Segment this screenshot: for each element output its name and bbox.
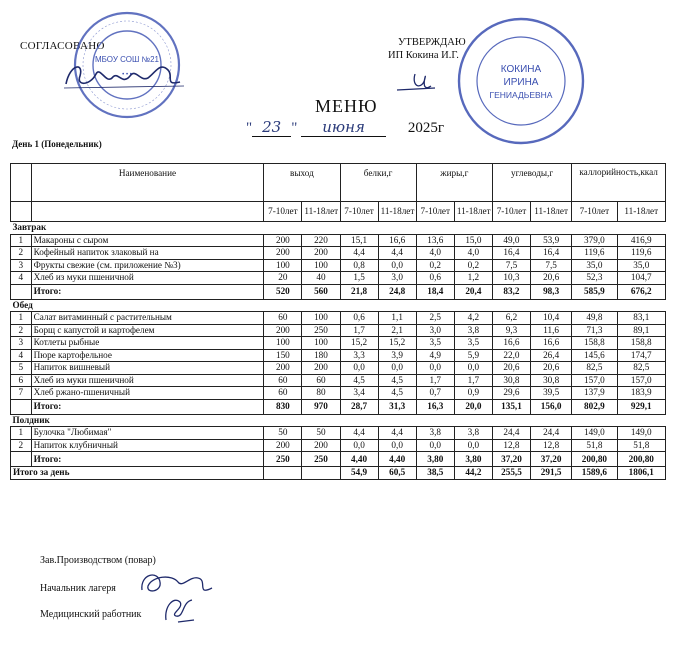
value-cell: 51,8	[572, 439, 617, 452]
value-cell: 35,0	[572, 259, 617, 272]
value-cell: 4,5	[378, 387, 416, 400]
dish-name: Хлеб из муки пшеничной	[31, 272, 264, 285]
total-value-cell: 802,9	[572, 399, 617, 414]
value-cell: 24,4	[531, 427, 572, 440]
value-cell: 157,0	[572, 374, 617, 387]
total-value-cell: 250	[302, 452, 340, 467]
value-cell: 4,0	[454, 247, 492, 260]
value-cell: 3,0	[378, 272, 416, 285]
value-cell: 49,8	[572, 312, 617, 325]
subheader-cell: 7-10лет	[340, 202, 378, 222]
total-value-cell: 83,2	[492, 284, 530, 299]
medic-signature-line: Медицинский работник	[40, 609, 142, 620]
value-cell: 82,5	[617, 362, 665, 375]
date-quote-close: "	[291, 120, 298, 136]
value-cell: 3,0	[416, 324, 454, 337]
row-index: 4	[11, 272, 32, 285]
meal-section-title: Полдник	[11, 414, 666, 427]
value-cell: 80	[302, 387, 340, 400]
dish-name: Булочка "Любимая"	[31, 427, 264, 440]
total-label: Итого:	[31, 399, 264, 414]
value-cell: 157,0	[617, 374, 665, 387]
date-day: 23	[252, 118, 291, 137]
dish-name: Хлеб ржано-пшеничный	[31, 387, 264, 400]
value-cell: 4,5	[378, 374, 416, 387]
total-value-cell: 585,9	[572, 284, 617, 299]
value-cell: 100	[264, 337, 302, 350]
grand-total-label: Итого за день	[11, 467, 264, 480]
agreed-signature	[60, 56, 190, 96]
value-cell: 200	[302, 362, 340, 375]
table-row	[11, 272, 666, 285]
approved-label: УТВЕРЖДАЮ	[398, 37, 466, 48]
meal-section-row	[11, 222, 666, 235]
value-cell: 29,6	[492, 387, 530, 400]
value-cell: 1,7	[340, 324, 378, 337]
section-total-row	[11, 452, 666, 467]
meal-section-title: Завтрак	[11, 222, 666, 235]
value-cell: 0,7	[416, 387, 454, 400]
value-cell: 158,8	[572, 337, 617, 350]
value-cell: 52,3	[572, 272, 617, 285]
subheader-cell: 7-10лет	[492, 202, 530, 222]
value-cell: 51,8	[617, 439, 665, 452]
value-cell: 35,0	[617, 259, 665, 272]
total-value-cell: 4,40	[340, 452, 378, 467]
subheader-cell: 11-18лет	[302, 202, 340, 222]
value-cell: 50	[302, 427, 340, 440]
total-value-cell: 3,80	[416, 452, 454, 467]
value-cell: 4,5	[340, 374, 378, 387]
value-cell: 49,0	[492, 234, 530, 247]
dish-name: Макароны с сыром	[31, 234, 264, 247]
header-index	[11, 164, 32, 202]
svg-text:ГЕНИАДЬЕВНА: ГЕНИАДЬЕВНА	[489, 90, 553, 100]
table-row	[11, 324, 666, 337]
value-cell: 4,0	[416, 247, 454, 260]
value-cell: 20,6	[531, 272, 572, 285]
table-row	[11, 247, 666, 260]
value-cell: 0,2	[416, 259, 454, 272]
grand-total-row	[11, 467, 666, 480]
value-cell: 60	[264, 374, 302, 387]
date-year: 2025г	[407, 120, 444, 136]
dish-name: Салат витаминный с растительным	[31, 312, 264, 325]
total-value-cell: 250	[264, 452, 302, 467]
value-cell: 200	[264, 247, 302, 260]
table-row	[11, 387, 666, 400]
row-index: 2	[11, 247, 32, 260]
value-cell: 145,6	[572, 349, 617, 362]
total-value-cell: 560	[302, 284, 340, 299]
value-cell: 200	[264, 234, 302, 247]
value-cell: 250	[302, 324, 340, 337]
value-cell: 0,2	[454, 259, 492, 272]
total-value-cell: 676,2	[617, 284, 665, 299]
value-cell: 0,6	[340, 312, 378, 325]
value-cell: 2,1	[378, 324, 416, 337]
menu-table	[10, 163, 666, 480]
entrepreneur-stamp	[456, 16, 586, 146]
value-cell: 2,5	[416, 312, 454, 325]
subheader-cell: 7-10лет	[264, 202, 302, 222]
value-cell: 1,7	[416, 374, 454, 387]
dish-name: Борщ с капустой и картофелем	[31, 324, 264, 337]
total-index	[11, 399, 32, 414]
value-cell: 3,8	[454, 324, 492, 337]
value-cell: 15,2	[378, 337, 416, 350]
value-cell: 150	[264, 349, 302, 362]
table-row	[11, 259, 666, 272]
total-value-cell: 24,8	[378, 284, 416, 299]
grand-total-value: 291,5	[531, 467, 572, 480]
total-value-cell: 200,80	[617, 452, 665, 467]
row-index: 1	[11, 234, 32, 247]
value-cell: 0,8	[340, 259, 378, 272]
value-cell: 3,8	[416, 427, 454, 440]
value-cell: 100	[302, 312, 340, 325]
value-cell: 3,9	[378, 349, 416, 362]
value-cell: 60	[264, 312, 302, 325]
header-proteins: белки,г	[340, 164, 416, 202]
total-value-cell: 156,0	[531, 399, 572, 414]
table-row	[11, 439, 666, 452]
svg-text:• • •: • • •	[122, 72, 132, 78]
value-cell: 0,0	[454, 362, 492, 375]
dish-name: Кофейный напиток злаковый на	[31, 247, 264, 260]
value-cell: 30,8	[492, 374, 530, 387]
total-value-cell: 37,20	[531, 452, 572, 467]
grand-total-value: 1589,6	[572, 467, 617, 480]
value-cell: 3,5	[454, 337, 492, 350]
header-name: Наименование	[31, 164, 264, 202]
value-cell: 15,0	[454, 234, 492, 247]
total-value-cell: 520	[264, 284, 302, 299]
value-cell: 119,6	[572, 247, 617, 260]
value-cell: 89,1	[617, 324, 665, 337]
grand-total-value: 54,9	[340, 467, 378, 480]
total-value-cell: 970	[302, 399, 340, 414]
value-cell: 0,0	[378, 362, 416, 375]
total-value-cell: 3,80	[454, 452, 492, 467]
value-cell: 1,2	[454, 272, 492, 285]
approver-name: ИП Кокина И.Г.	[388, 50, 459, 61]
value-cell: 1,1	[378, 312, 416, 325]
value-cell: 0,0	[454, 439, 492, 452]
meal-section-row	[11, 414, 666, 427]
value-cell: 39,5	[531, 387, 572, 400]
subheader-cell: 7-10лет	[416, 202, 454, 222]
value-cell: 26,4	[531, 349, 572, 362]
agreed-label: СОГЛАСОВАНО	[20, 40, 105, 52]
row-index: 6	[11, 374, 32, 387]
value-cell: 30,8	[531, 374, 572, 387]
value-cell: 149,0	[617, 427, 665, 440]
header-carbs: углеводы,г	[492, 164, 571, 202]
row-index: 3	[11, 337, 32, 350]
value-cell: 3,3	[340, 349, 378, 362]
table-header-row	[11, 164, 666, 202]
subheader-cell: 11-18лет	[378, 202, 416, 222]
value-cell: 104,7	[617, 272, 665, 285]
camp-head-signature-line: Начальник лагеря	[40, 583, 116, 594]
value-cell: 4,2	[454, 312, 492, 325]
total-label: Итого:	[31, 452, 264, 467]
grand-total-value: 255,5	[492, 467, 530, 480]
value-cell: 12,8	[531, 439, 572, 452]
table-row	[11, 374, 666, 387]
value-cell: 11,6	[531, 324, 572, 337]
value-cell: 13,6	[416, 234, 454, 247]
grand-total-value: 1806,1	[617, 467, 665, 480]
total-value-cell: 98,3	[531, 284, 572, 299]
svg-text:МБОУ СОШ №21: МБОУ СОШ №21	[94, 55, 160, 64]
value-cell: 22,0	[492, 349, 530, 362]
table-row	[11, 362, 666, 375]
total-value-cell: 830	[264, 399, 302, 414]
value-cell: 20,6	[531, 362, 572, 375]
value-cell: 0,9	[454, 387, 492, 400]
value-cell: 4,4	[378, 247, 416, 260]
value-cell: 3,8	[454, 427, 492, 440]
subheader-cell: 11-18лет	[531, 202, 572, 222]
value-cell: 220	[302, 234, 340, 247]
date-quote-open: "	[246, 120, 253, 136]
grand-total-value	[264, 467, 302, 480]
row-index: 2	[11, 439, 32, 452]
value-cell: 0,0	[378, 259, 416, 272]
value-cell: 7,5	[531, 259, 572, 272]
value-cell: 40	[302, 272, 340, 285]
table-subheader-row	[11, 202, 666, 222]
value-cell: 119,6	[617, 247, 665, 260]
total-value-cell: 31,3	[378, 399, 416, 414]
value-cell: 4,4	[378, 427, 416, 440]
subheader-cell: 11-18лет	[617, 202, 665, 222]
total-index	[11, 452, 32, 467]
value-cell: 158,8	[617, 337, 665, 350]
subheader-cell: 7-10лет	[572, 202, 617, 222]
value-cell: 416,9	[617, 234, 665, 247]
menu-date	[246, 118, 444, 137]
value-cell: 4,4	[340, 427, 378, 440]
value-cell: 0,0	[378, 439, 416, 452]
value-cell: 200	[264, 324, 302, 337]
value-cell: 16,4	[531, 247, 572, 260]
value-cell: 149,0	[572, 427, 617, 440]
total-value-cell: 135,1	[492, 399, 530, 414]
value-cell: 100	[264, 259, 302, 272]
dish-name: Напиток клубничный	[31, 439, 264, 452]
date-month: июня	[301, 118, 386, 137]
value-cell: 4,4	[340, 247, 378, 260]
value-cell: 0,0	[340, 362, 378, 375]
table-row	[11, 337, 666, 350]
value-cell: 0,0	[416, 362, 454, 375]
svg-text:ИРИНА: ИРИНА	[503, 77, 539, 88]
value-cell: 15,2	[340, 337, 378, 350]
svg-text:КОКИНА: КОКИНА	[500, 64, 542, 75]
value-cell: 100	[302, 259, 340, 272]
page-title: МЕНЮ	[315, 96, 378, 116]
grand-total-value: 38,5	[416, 467, 454, 480]
value-cell: 9,3	[492, 324, 530, 337]
header-output: выход	[264, 164, 340, 202]
value-cell: 174,7	[617, 349, 665, 362]
total-index	[11, 284, 32, 299]
medic-signature	[160, 592, 200, 626]
value-cell: 183,9	[617, 387, 665, 400]
row-index: 5	[11, 362, 32, 375]
total-value-cell: 21,8	[340, 284, 378, 299]
total-value-cell: 929,1	[617, 399, 665, 414]
value-cell: 4,9	[416, 349, 454, 362]
meal-section-row	[11, 299, 666, 312]
value-cell: 16,6	[531, 337, 572, 350]
grand-total-value: 60,5	[378, 467, 416, 480]
value-cell: 12,8	[492, 439, 530, 452]
value-cell: 200	[264, 439, 302, 452]
approval-block	[388, 36, 466, 62]
value-cell: 200	[302, 439, 340, 452]
value-cell: 60	[264, 387, 302, 400]
cook-signature-line: Зав.Производством (повар)	[40, 555, 156, 566]
section-total-row	[11, 399, 666, 414]
value-cell: 200	[302, 247, 340, 260]
total-value-cell: 18,4	[416, 284, 454, 299]
dish-name: Напиток вишневый	[31, 362, 264, 375]
subheader-cell: 11-18лет	[454, 202, 492, 222]
total-label: Итого:	[31, 284, 264, 299]
approver-signature	[395, 68, 455, 98]
value-cell: 50	[264, 427, 302, 440]
total-value-cell: 16,3	[416, 399, 454, 414]
value-cell: 20,6	[492, 362, 530, 375]
value-cell: 16,6	[492, 337, 530, 350]
dish-name: Пюре картофельное	[31, 349, 264, 362]
value-cell: 60	[302, 374, 340, 387]
value-cell: 6,2	[492, 312, 530, 325]
table-row	[11, 427, 666, 440]
row-index: 1	[11, 312, 32, 325]
grand-total-value: 44,2	[454, 467, 492, 480]
meal-section-title: Обед	[11, 299, 666, 312]
value-cell: 0,6	[416, 272, 454, 285]
row-index: 7	[11, 387, 32, 400]
value-cell: 71,3	[572, 324, 617, 337]
value-cell: 200	[264, 362, 302, 375]
value-cell: 15,1	[340, 234, 378, 247]
total-value-cell: 4,40	[378, 452, 416, 467]
header-calories: каллорийность,ккал	[572, 164, 666, 202]
row-index: 2	[11, 324, 32, 337]
total-value-cell: 37,20	[492, 452, 530, 467]
value-cell: 137,9	[572, 387, 617, 400]
grand-total-value	[302, 467, 340, 480]
table-row	[11, 349, 666, 362]
value-cell: 16,6	[378, 234, 416, 247]
value-cell: 10,4	[531, 312, 572, 325]
value-cell: 379,0	[572, 234, 617, 247]
row-index: 3	[11, 259, 32, 272]
value-cell: 53,9	[531, 234, 572, 247]
value-cell: 7,5	[492, 259, 530, 272]
value-cell: 83,1	[617, 312, 665, 325]
value-cell: 16,4	[492, 247, 530, 260]
value-cell: 0,0	[416, 439, 454, 452]
value-cell: 10,3	[492, 272, 530, 285]
value-cell: 82,5	[572, 362, 617, 375]
section-total-row	[11, 284, 666, 299]
table-row	[11, 234, 666, 247]
total-value-cell: 20,0	[454, 399, 492, 414]
total-value-cell: 20,4	[454, 284, 492, 299]
value-cell: 3,5	[416, 337, 454, 350]
header-fats: жиры,г	[416, 164, 492, 202]
value-cell: 100	[302, 337, 340, 350]
value-cell: 3,4	[340, 387, 378, 400]
value-cell: 20	[264, 272, 302, 285]
row-index: 1	[11, 427, 32, 440]
dish-name: Котлеты рыбные	[31, 337, 264, 350]
value-cell: 24,4	[492, 427, 530, 440]
day-label: День 1 (Понедельник)	[12, 139, 102, 149]
value-cell: 180	[302, 349, 340, 362]
total-value-cell: 28,7	[340, 399, 378, 414]
row-index: 4	[11, 349, 32, 362]
total-value-cell: 200,80	[572, 452, 617, 467]
dish-name: Фрукты свежие (см. приложение №3)	[31, 259, 264, 272]
value-cell: 1,7	[454, 374, 492, 387]
value-cell: 0,0	[340, 439, 378, 452]
value-cell: 5,9	[454, 349, 492, 362]
value-cell: 1,5	[340, 272, 378, 285]
table-row	[11, 312, 666, 325]
dish-name: Хлеб из муки пшеничной	[31, 374, 264, 387]
